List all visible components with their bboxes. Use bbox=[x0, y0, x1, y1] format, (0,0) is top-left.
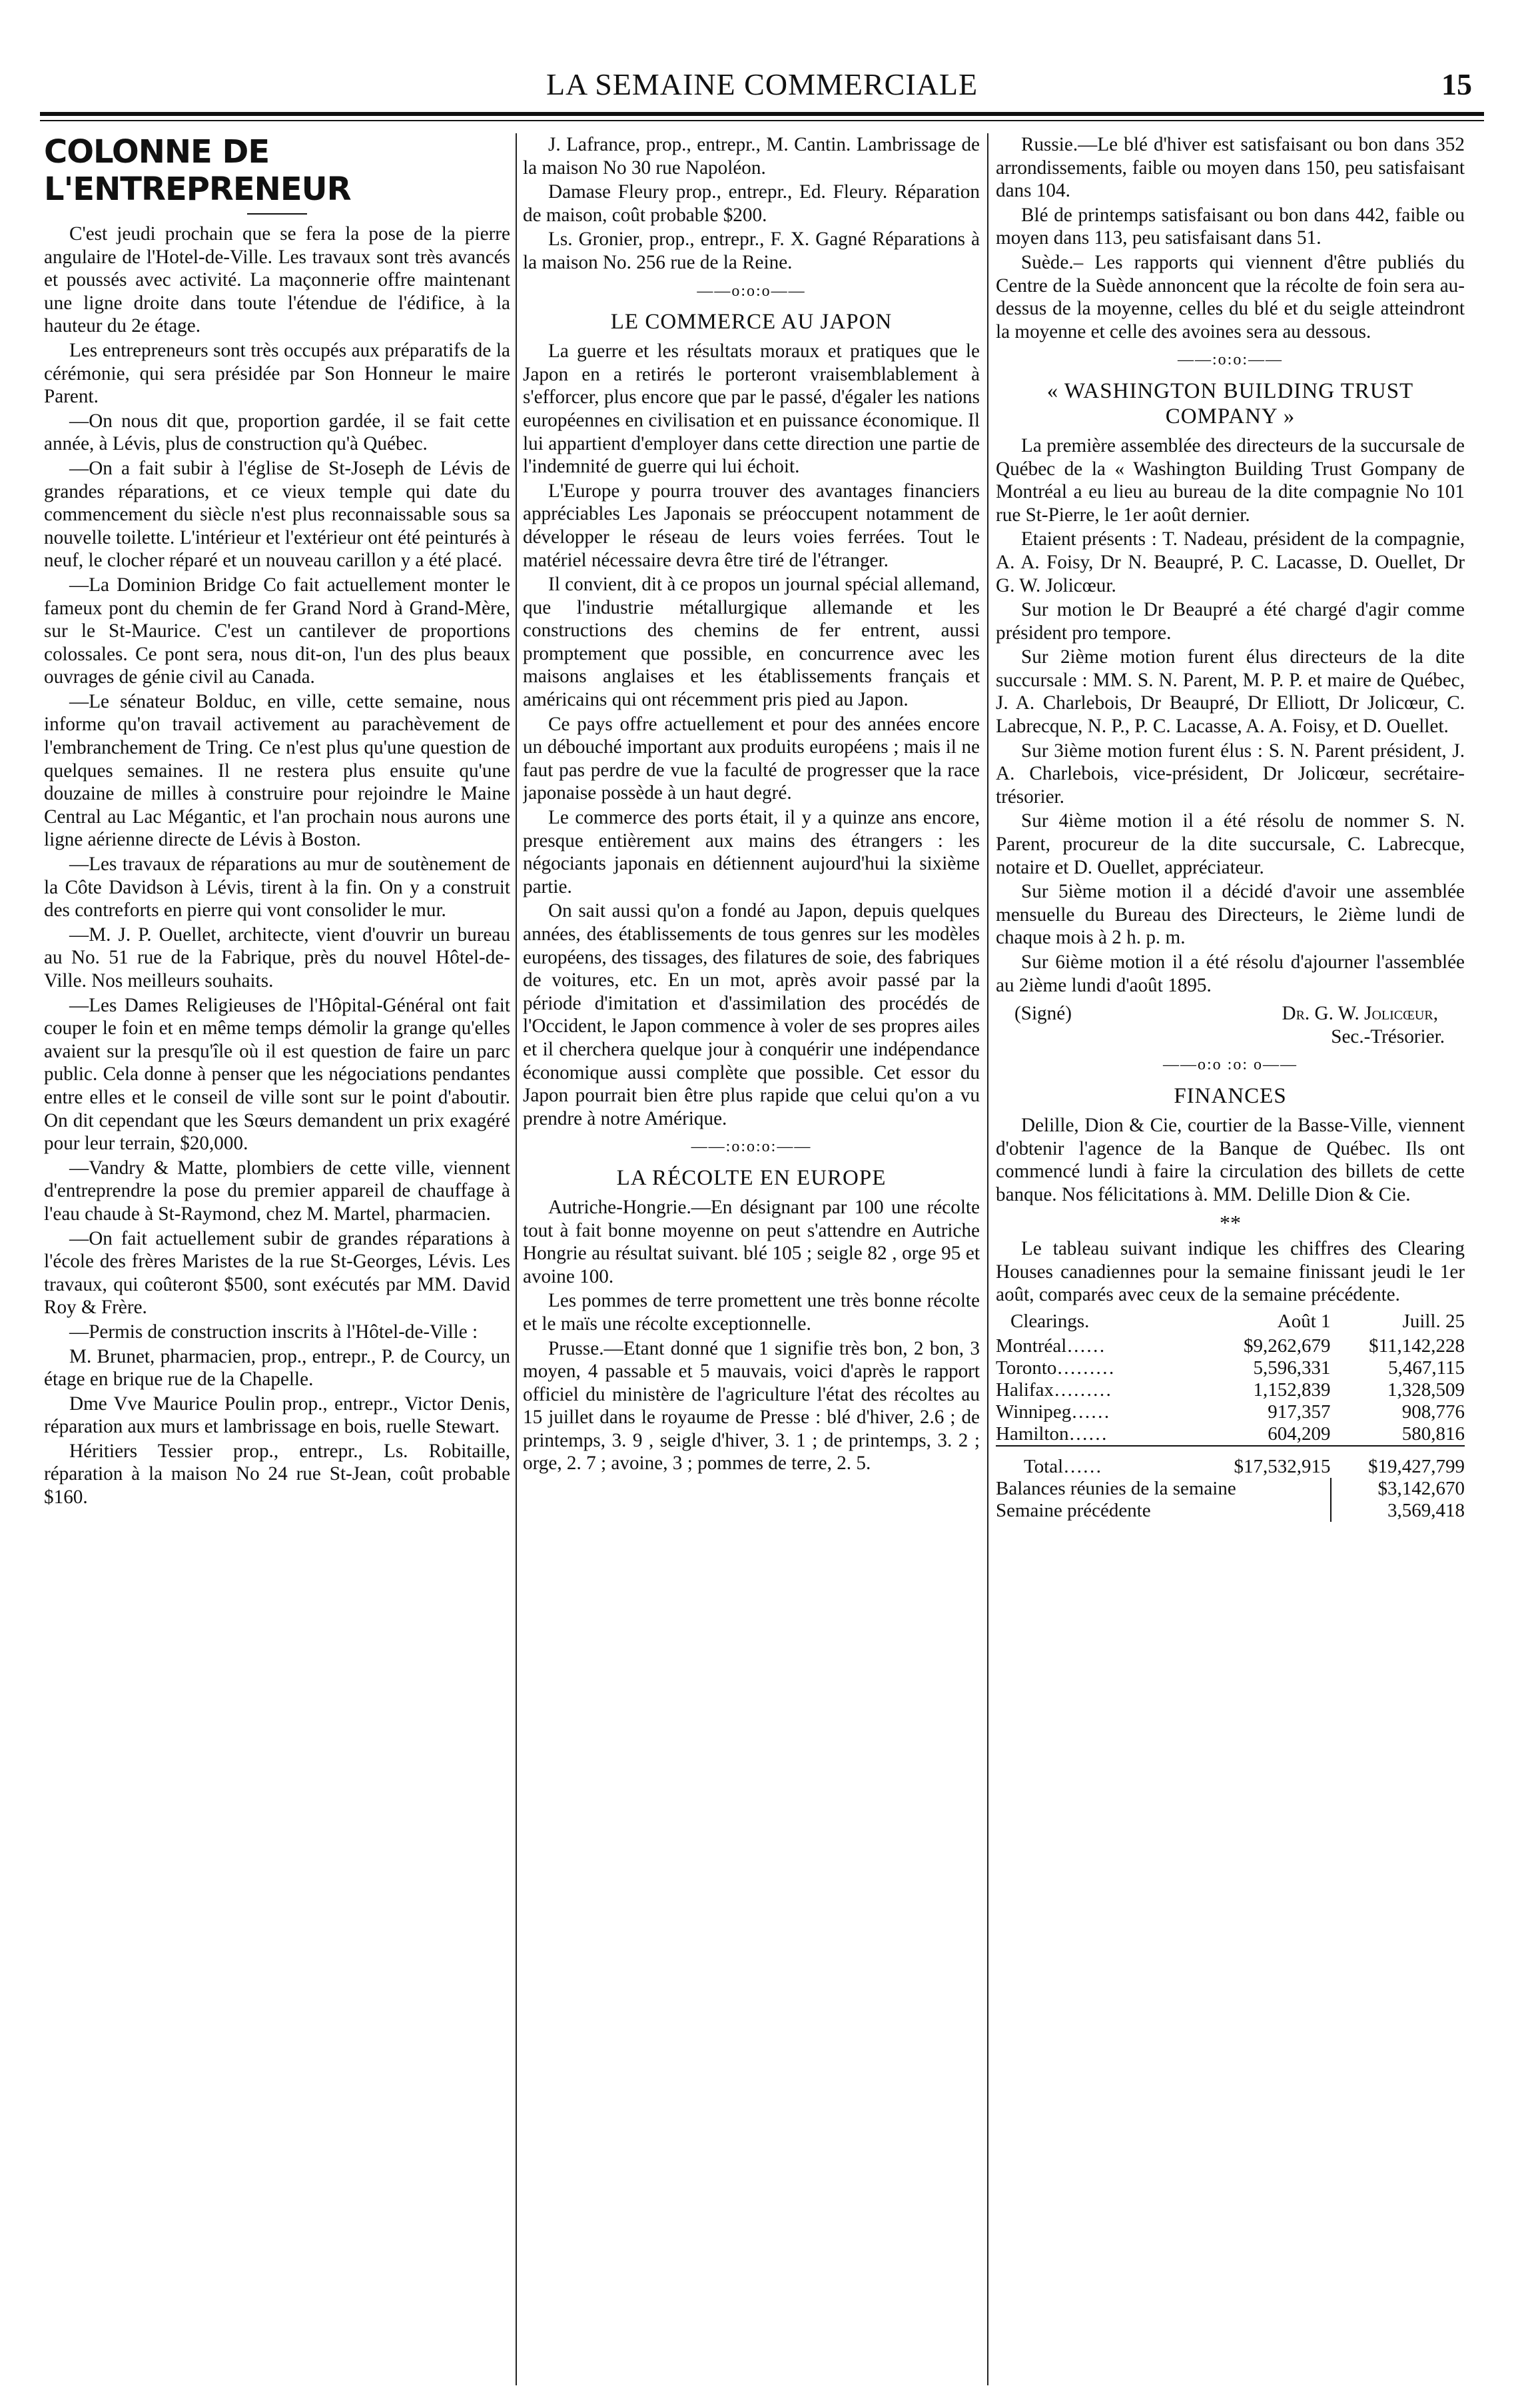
paragraph: L'Europe y pourra trouver des avantages financiers appréciables Les Japonais se préoccupent notamment de développer le réseau de leurs voies ferrées. Tout le matériel nécessaire devra être tiré de l'étranger. bbox=[523, 480, 980, 571]
table-cell-aug1: 5,596,331 bbox=[1253, 1357, 1331, 1379]
paragraph: J. Lafrance, prop., entrepr., M. Cantin. Lambrissage de la maison No 30 rue Napoléon. bbox=[523, 134, 980, 179]
section-ornament: ——:o:o:o:—— bbox=[691, 1138, 812, 1156]
section-title-japon: LE COMMERCE AU JAPON bbox=[610, 310, 893, 334]
table-balance-row bbox=[996, 1500, 1465, 1522]
paragraph: Ls. Gronier, prop., entrepr., F. X. Gagné Réparations à la maison No. 256 rue de la Reine. bbox=[523, 229, 980, 273]
section-title-finances: FINANCES bbox=[1174, 1083, 1287, 1108]
paragraph: Ce pays offre actuellement et pour des années encore un débouché important aux produits européens ; mais il ne faut pas perdre de vue la faculté de progresser que la race japonaise possède à un haut degré. bbox=[523, 713, 980, 804]
table-balance-label: Semaine précédente bbox=[996, 1499, 1151, 1521]
paragraph: Prusse.—Etant donné que 1 signifie très bon, 2 bon, 3 moyen, 4 passable et 5 mauvais, voici d'après le rapport officiel du ministère de l'agriculture l'état des récoltes au 15 juillet dans le royaume de Presse : blé d'hiver, 2.6 ; de printemps, 3. 9 , seigle d'hiver, 3. 1 ; de printemps, 3. 2 ; orge, 2. 7 ; avoine, 3 ; pommes de terre, 2. 5. bbox=[523, 1337, 980, 1475]
clearings-table bbox=[996, 1311, 1465, 1522]
paragraph: Sur 3ième motion furent élus : S. N. Parent président, J. A. Charlebois, vice-président, Dr Jolicœur, secrétaire-trésorier. bbox=[996, 740, 1465, 808]
table-total-label: Total…… bbox=[996, 1446, 1180, 1478]
paragraph: Le commerce des ports était, il y a quinze ans encore, presque entièrement aux mains des étrangers : les négociants japonais en détiennent aujourd'hui la sixième partie. bbox=[523, 807, 980, 898]
paragraph: Les pommes de terre promettent une très bonne récolte et le maïs une récolte exceptionnelle. bbox=[523, 1290, 980, 1335]
paragraph: —On a fait subir à l'église de St-Joseph de Lévis de grandes réparations, et ce vieux temple qui date du commencement du siècle n'est plus reconnaissable sous sa nouvelle toilette. L'intérieur et l'extérieur ont été peinturés à neuf, le clocher réparé et un nouveau carillon y a été placé. bbox=[44, 457, 510, 572]
table-row bbox=[996, 1357, 1465, 1379]
paragraph: Le tableau suivant indique les chiffres des Clearing Houses canadiennes pour la semaine finissant jeudi le 1er août, comparés avec ceux de la semaine précédente. bbox=[996, 1237, 1465, 1306]
signature-role: Sec.-Trésorier. bbox=[1331, 1025, 1445, 1047]
paragraph: Blé de printemps satisfaisant ou bon dans 442, faible ou moyen dans 113, peu satisfaisant dans 51. bbox=[996, 204, 1465, 249]
table-row bbox=[996, 1423, 1465, 1446]
paragraph: Sur 2ième motion furent élus directeurs de la dite succursale : MM. S. N. Parent, M. P. P. et maire de Québec, J. A. Charlebois, Dr Beaupré, Dr Elliott, Dr Jolicœur, C. Labrecque, N. P., P. C. Lacasse, A. A. Foisy, et D. Ouellet. bbox=[996, 646, 1465, 738]
paragraph: —M. J. P. Ouellet, architecte, vient d'ouvrir un bureau au No. 51 rue de la Fabrique, près du nouvel Hôtel-de-Ville. Nos meilleurs souhaits. bbox=[44, 923, 510, 991]
paragraph: Russie.—Le blé d'hiver est satisfaisant ou bon dans 352 arrondissements, faible ou moyen dans 150, peu satisfaisant dans 104. bbox=[996, 134, 1465, 202]
table-cell-aug1: $9,262,679 bbox=[1244, 1335, 1331, 1357]
signature-name: Dr. G. W. Jolicœur, bbox=[1282, 1003, 1438, 1025]
paragraph: —On nous dit que, proportion gardée, il se fait cette année, à Lévis, plus de construction qu'à Québec. bbox=[44, 410, 510, 455]
paragraph: —Les travaux de réparations au mur de soutènement de la Côte Davidson à Lévis, tirent à la fin. On y a construit des contreforts en pierre qui vont consolider le mur. bbox=[44, 854, 510, 921]
column-3 bbox=[996, 133, 1465, 2385]
table-cell-jul25: 908,776 bbox=[1401, 1401, 1465, 1423]
paragraph: Delille, Dion & Cie, courtier de la Basse-Ville, viennent d'obtenir l'agence de la Banque de Québec. Ils ont commencé lundi à faire la circulation des billets de cette banque. Nos félicitations à. MM. Delille Dion & Cie. bbox=[996, 1114, 1465, 1205]
paragraph: —Vandry & Matte, plombiers de cette ville, viennent d'entreprendre la pose du premier appareil de chauffage à l'eau chaude à St-Raymond, chez M. Martel, pharmacien. bbox=[44, 1157, 510, 1225]
table-header: Juill. 25 bbox=[1402, 1310, 1465, 1332]
paragraph: M. Brunet, pharmacien, prop., entrepr., P. de Courcy, un étage en brique rue de la Chapelle. bbox=[44, 1345, 510, 1391]
asterism: ** bbox=[1220, 1211, 1241, 1235]
table-header-row bbox=[996, 1311, 1465, 1335]
header-rule-thin bbox=[40, 120, 1484, 121]
paragraph: Il convient, dit à ce propos un journal spécial allemand, que l'industrie métallurgique allemande et les constructions des chemins de fer entrent, aussi promptement que possible, en concurrence avec les maisons anglaises et les établissements français et américains qui ont récemment pris pied au Japon. bbox=[523, 574, 980, 711]
table-cell-jul25: 1,328,509 bbox=[1387, 1379, 1465, 1401]
signature-line bbox=[996, 1002, 1465, 1025]
heading-rule bbox=[247, 213, 307, 215]
table-row bbox=[996, 1379, 1465, 1401]
paragraph: Les entrepreneurs sont très occupés aux préparatifs de la cérémonie, qui sera présidée par Son Honneur le maire Parent. bbox=[44, 339, 510, 408]
paragraph: La première assemblée des directeurs de la succursale de Québec de la « Washington Building Trust Gompany de Montréal a eu lieu au bureau de la dite compagnie No 101 rue St-Pierre, le 1er août dernier. bbox=[996, 434, 1465, 526]
table-row bbox=[996, 1401, 1465, 1423]
table-cell-jul25: $11,142,228 bbox=[1369, 1335, 1465, 1357]
table-total-row bbox=[996, 1446, 1465, 1478]
paragraph: —La Dominion Bridge Co fait actuellement monter le fameux pont du chemin de fer Grand Nord à Grand-Mère, sur le St-Maurice. C'est un cantilever de proportions colossales. Ce pont sera, nous dit-on, l'un des plus beaux ouvrages de génie civil au Canada. bbox=[44, 574, 510, 688]
paragraph: —Permis de construction inscrits à l'Hôtel-de-Ville : bbox=[69, 1321, 478, 1343]
table-cell-jul25: 580,816 bbox=[1401, 1423, 1465, 1445]
column-2 bbox=[523, 133, 980, 2385]
paragraph: —On fait actuellement subir de grandes réparations à l'école des frères Maristes de la rue St-Georges, Lévis. Les travaux, qui coûteront $500, sont exécutés par MM. David Roy & Frère. bbox=[44, 1227, 510, 1319]
section-ornament: ——:o:o:—— bbox=[1177, 351, 1283, 369]
paragraph: Etaient présents : T. Nadeau, président de la compagnie, A. A. Foisy, Dr N. Beaupré, P. C. Lacasse, D. Ouellet, Dr G. W. Jolicœur. bbox=[996, 528, 1465, 596]
table-balance-value: $3,142,670 bbox=[1331, 1478, 1465, 1500]
paragraph: Autriche-Hongrie.—En désignant par 100 une récolte tout à fait bonne moyenne on peut s'attendre en Autriche Hongrie au résultat suivant. blé 105 ; seigle 82 , orge 95 et avoine 100. bbox=[523, 1196, 980, 1287]
column-divider bbox=[987, 133, 988, 2385]
paragraph: Damase Fleury prop., entrepr., Ed. Fleury. Réparation de maison, coût probable $200. bbox=[523, 181, 980, 226]
page-number: 15 bbox=[1441, 67, 1472, 101]
column-1 bbox=[44, 133, 510, 2385]
paragraph: Héritiers Tessier prop., entrepr., Ls. Robitaille, réparation à la maison No 24 rue St-Jean, coût probable $160. bbox=[44, 1440, 510, 1508]
paragraph: Sur motion le Dr Beaupré a été chargé d'agir comme président pro tempore. bbox=[996, 599, 1465, 644]
section-title-recolte: LA RÉCOLTE EN EUROPE bbox=[616, 1165, 887, 1190]
header-rule-thick bbox=[40, 112, 1484, 116]
paragraph: Sur 6ième motion il a été résolu d'ajourner l'assemblée au 2ième lundi d'août 1895. bbox=[996, 951, 1465, 996]
paragraph: On sait aussi qu'on a fondé au Japon, depuis quelques années, des établissements de tous genres sur les modèles européens, des tissages, des filatures de soie, des fabriques de voitures, etc. En un mot, après avoir passé par la période d'imitation et d'assimilation des procédés de l'Occident, le Japon commence à voler de ses propres ailes et il cherchera quelque jour à conquérir une indépendance économique aussi complète que possible. Cet essor du Japon pourrait bien être plus rapide que celui qu'on a vu prendre à notre Amérique. bbox=[523, 900, 980, 1129]
column-divider bbox=[516, 133, 517, 2385]
table-cell-aug1: 917,357 bbox=[1268, 1401, 1331, 1423]
paragraph: Sur 5ième motion il a décidé d'avoir une assemblée mensuelle du Bureau des Directeurs, le 2ième lundi de chaque mois à 2 h. p. m. bbox=[996, 881, 1465, 949]
table-row bbox=[996, 1335, 1465, 1357]
table-cell-aug1: 1,152,839 bbox=[1253, 1379, 1331, 1401]
table-balance-label: Balances réunies de la semaine bbox=[996, 1477, 1236, 1499]
paragraph: —Les Dames Religieuses de l'Hôpital-Général ont fait couper le foin et en même temps démolir la grange qu'elles avaient sur la presqu'île où il est question de faire un parc public. Cela donne à penser que les négociations pendantes entre elles et le conseil de ville sont sur le point d'aboutir. On dit cependant que les Sœurs demandent un prix exagéré pour leur terrain, $20,000. bbox=[44, 994, 510, 1155]
signature-signed: (Signé) bbox=[1014, 1003, 1072, 1025]
table-cell-city: Montréal…… bbox=[996, 1335, 1106, 1357]
table-cell-city: Toronto……… bbox=[996, 1357, 1115, 1379]
section-title-washington: « WASHINGTON BUILDING TRUST COMPANY » bbox=[1046, 378, 1414, 428]
table-header: Août 1 bbox=[1277, 1310, 1331, 1332]
table-header: Clearings. bbox=[1010, 1310, 1090, 1332]
newspaper-title: LA SEMAINE COMMERCIALE bbox=[546, 67, 978, 101]
paragraph: Sur 4ième motion il a été résolu de nommer S. N. Parent, procureur de la dite succursale, C. Labrecque, notaire et D. Ouellet, appréciateur. bbox=[996, 810, 1465, 878]
table-cell-city: Hamilton…… bbox=[996, 1423, 1108, 1445]
table-total-jul25: $19,427,799 bbox=[1331, 1446, 1465, 1478]
section-ornament: ——o:o:o—— bbox=[697, 282, 806, 300]
paragraph: C'est jeudi prochain que se fera la pose de la pierre angulaire de l'Hotel-de-Ville. Les travaux sont très avancés et poussés avec activité. La maçonnerie offre maintenant une ligne droite dans toute l'étendue de l'édifice, à la hauteur du 2e étage. bbox=[44, 223, 510, 337]
table-balance-row bbox=[996, 1478, 1465, 1500]
table-cell-aug1: 604,209 bbox=[1268, 1423, 1331, 1445]
table-cell-city: Winnipeg…… bbox=[996, 1401, 1110, 1423]
paragraph: La guerre et les résultats moraux et pratiques que le Japon en a retirés le porteront vraisemblablement à s'efforcer, plus encore que par le passé, d'égaler les nations européennes en civilisation et en puissance économique. Il lui appartient d'employer dans cette direction une partie de l'indemnité de guerre qui lui échoit. bbox=[523, 340, 980, 478]
column-heading: COLONNE DE L'ENTREPRENEUR bbox=[44, 133, 351, 208]
paragraph: Suède.– Les rapports qui viennent d'être publiés du Centre de la Suède annoncent que la récolte de foin sera au-dessus de la moyenne, celles du blé et du seigle atteindront la moyenne et celle des avoines sera au dessous. bbox=[996, 251, 1465, 342]
table-cell-jul25: 5,467,115 bbox=[1388, 1357, 1465, 1379]
section-ornament: ——o:o :o: o—— bbox=[1162, 1056, 1298, 1074]
running-head bbox=[40, 67, 1484, 107]
table-balance-value: 3,569,418 bbox=[1331, 1500, 1465, 1522]
paragraph: Dme Vve Maurice Poulin prop., entrepr., Victor Denis, réparation aux murs et lambrissage en bois, ruelle Stewart. bbox=[44, 1393, 510, 1438]
table-total-aug1: $17,532,915 bbox=[1180, 1446, 1330, 1478]
table-cell-city: Halifax……… bbox=[996, 1379, 1112, 1401]
paragraph: —Le sénateur Bolduc, en ville, cette semaine, nous informe qu'on travail activement au parachèvement de l'embranchement de Tring. Ce n'est plus qu'une question de quelques semaines. Il ne restera plus ensuite qu'une douzaine de milles à construire pour rejoindre le Maine Central au Lac Mégantic, et l'an prochain nous aurons une ligne aérienne directe de Lévis à Boston. bbox=[44, 690, 510, 851]
